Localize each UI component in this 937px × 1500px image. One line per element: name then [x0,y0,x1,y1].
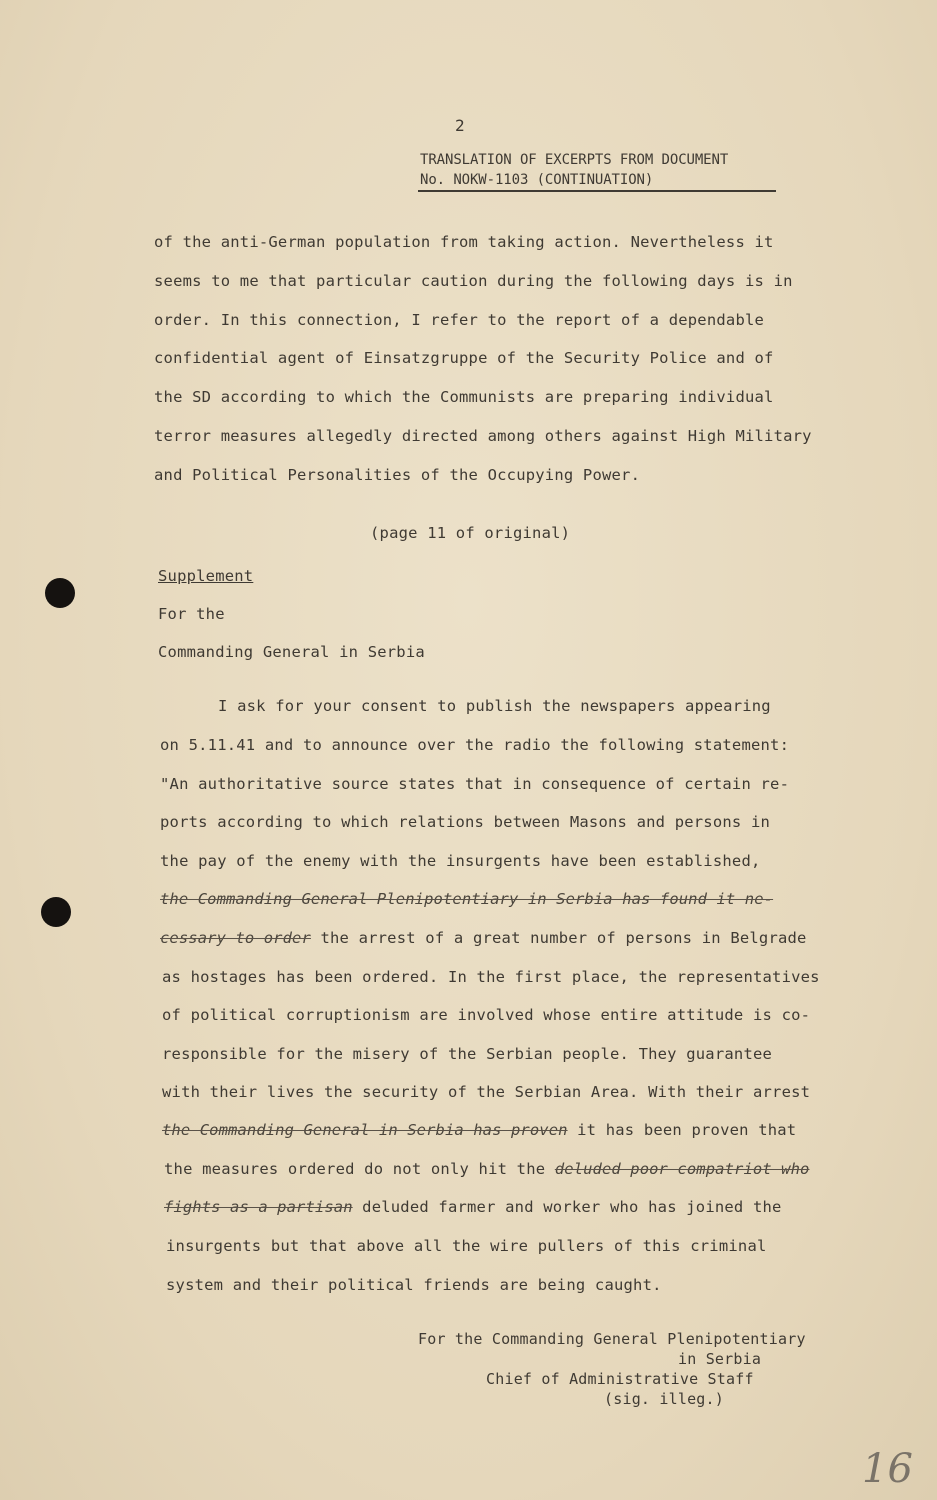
struck-text: deluded poor compatriot who [554,1160,810,1178]
struck-text: cessary to order [160,929,311,947]
header-line-1: TRANSLATION OF EXCERPTS FROM DOCUMENT [420,152,729,168]
signature-line-1: For the Commanding General Plenipotentiary [418,1330,806,1348]
body-line: with their lives the security of the Serbian Area. With their arrest [162,1083,811,1101]
request-line: "An authoritative source states that in consequence of certain re- [160,775,790,793]
body-line-mixed [164,1198,782,1216]
body-text: deluded farmer and worker who has joined the [352,1198,782,1216]
request-line: on 5.11.41 and to announce over the radio the following statement: [160,736,790,754]
signature-line-2: in Serbia [678,1350,762,1368]
body-line: system and their political friends are being caught. [166,1276,662,1294]
body-line: as hostages has been ordered. In the first place, the representatives [162,968,820,986]
page-number: 2 [455,116,465,135]
body-line: terror measures allegedly directed among others against High Military [154,427,812,445]
supplement-addressee: Commanding General in Serbia [158,643,425,661]
body-line: of the anti-German population from taking action. Nevertheless it [154,233,774,251]
request-line: I ask for your consent to publish the newspapers appearing [218,697,771,715]
struck-text: the Commanding General Plenipotentiary in Serbia has found it ne- [160,890,774,908]
body-line: confidential agent of Einsatzgruppe of the Security Police and of [154,349,774,367]
body-line-mixed [162,1121,796,1139]
body-line-mixed [160,929,807,947]
header-underline [418,190,776,192]
struck-text: fights as a partisan [164,1198,353,1216]
punch-hole-top [45,578,75,608]
body-text: the arrest of a great number of persons in Belgrade [310,929,807,947]
signature-line-3: Chief of Administrative Staff [486,1370,754,1388]
body-line: order. In this connection, I refer to the report of a dependable [154,311,765,329]
body-line: insurgents but that above all the wire pullers of this criminal [166,1237,767,1255]
page-reference: (page 11 of original) [370,524,571,542]
struck-text: the Commanding General in Serbia has proven [162,1121,568,1139]
body-line: responsible for the misery of the Serbian people. They guarantee [162,1045,773,1063]
request-line: the pay of the enemy with the insurgents have been established, [160,852,761,870]
supplement-heading: Supplement [158,567,254,585]
request-line: ports according to which relations between Masons and persons in [160,813,771,831]
header-line-2: No. NOKW-1103 (CONTINUATION) [420,172,654,188]
body-text: the measures ordered do not only hit the [164,1160,555,1178]
body-line: and Political Personalities of the Occupying Power. [154,466,641,484]
handwritten-page-number: 16 [862,1446,913,1492]
supplement-for-the: For the [158,605,225,623]
body-line: the SD according to which the Communists are preparing individual [154,388,774,406]
body-line: of political corruptionism are involved whose entire attitude is co- [162,1006,811,1024]
body-text: it has been proven that [567,1121,797,1139]
body-line: seems to me that particular caution during the following days is in [154,272,793,290]
signature-line-4: (sig. illeg.) [604,1390,724,1408]
punch-hole-bottom [41,897,71,927]
body-line-mixed [164,1160,809,1178]
